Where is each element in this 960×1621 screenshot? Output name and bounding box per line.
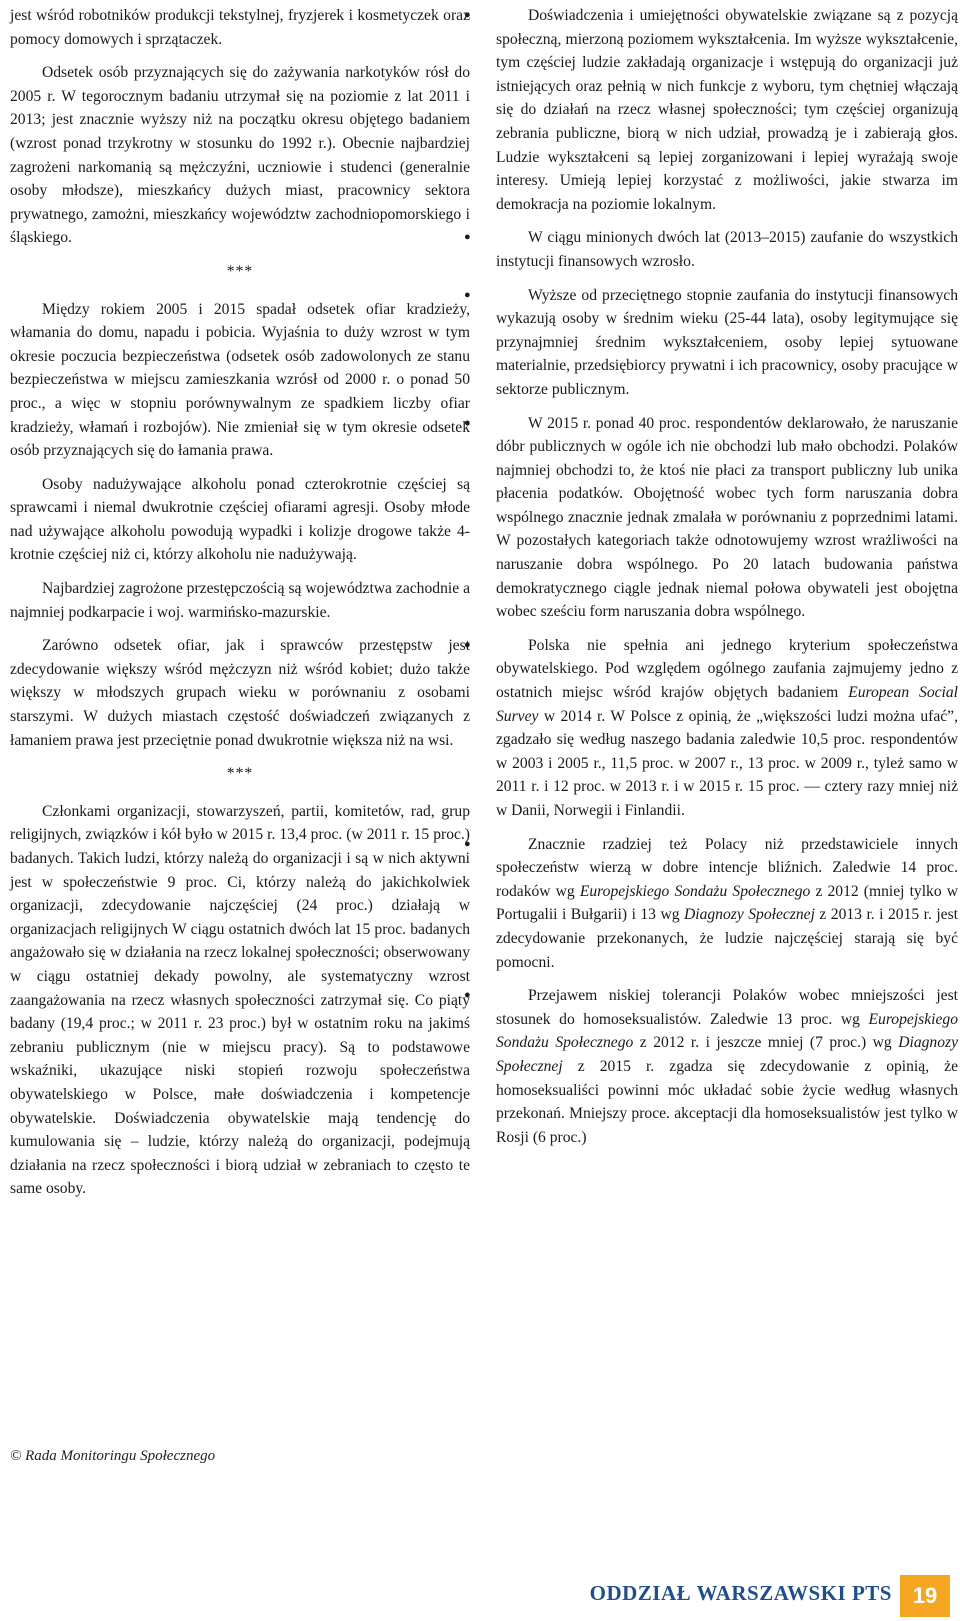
bullet-paragraph: ● Najbardziej zagrożone przestępczością są województwa zachodnie a najmniej podkarpacie i woj. warmińsko-mazurskie. [10, 577, 470, 624]
copyright-note: © Rada Monitoringu Społecznego [10, 1448, 216, 1464]
bullet-paragraph: ● Przejawem niskiej tolerancji Polaków wobec mniejszości jest stosunek do homoseksualistów. Zaledwie 13 proc. wg Europejskiego Sondażu Społecznego z 2012 r. i jeszcze mniej (7 proc.) wg Diagnozy Społecznej z 2015 r. zgadza się zdecydowanie z opinią, że homoseksualiści powinni móc układać sobie życie według własnych przekonań. Mniejszy proce. akceptacji dla homoseksualistów jest tylko w Rosji (6 proc.) [496, 984, 958, 1149]
bullet-paragraph: ● Znacznie rzadziej też Polacy niż przedstawiciele innych społeczeństw wierzą w dobre intencje bliźnich. Zaledwie 14 proc. rodaków wg Europejskiego Sondażu Społecznego z 2012 (mniej tylko w Portugalii i Bułgarii) i 13 wg Diagnozy Społecznej z 2013 r. i 2015 r. jest zdecydowanie przekonanych, że ludzie najczęściej starają się być pomocni. [496, 833, 958, 975]
bullet-paragraph: ● Osoby nadużywające alkoholu ponad czterokrotnie częściej są sprawcami i niemal dwukrotnie częściej ofiarami agresji. Osoby młode nad używające alkoholu powodują wypadki i kolizje drogowe także 4-krotnie częściej niż ci, którzy alkoholu nie nadużywają. [10, 473, 470, 567]
page-number-badge: 19 [900, 1575, 950, 1617]
bullet-paragraph: ● Wyższe od przeciętnego stopnie zaufania do instytucji finansowych wykazują osoby w średnim wieku (25-44 lata), osoby legitymujące się przynajmniej średnim wykształceniem, osoby lepiej sytuowane materialnie, przedsiębiorcy prywatni i ich pracownicy, osoby pracujące w sektorze publicznym. [496, 284, 958, 402]
paragraph: jest wśród robotników produkcji tekstylnej, fryzjerek i kosmetyczek oraz pomocy domowych i sprzątaczek. [10, 7, 470, 48]
section-separator: *** [226, 262, 254, 280]
bullet-paragraph: ● Odsetek osób przyznających się do zażywania narkotyków rósł do 2005 r. W tegorocznym badaniu utrzymał się na poziomie z lat 2011 i 2013; jest znacznie wyższy niż na początku okresu objętego badaniem (wzrost ponad trzykrotny w stosunku do 1992 r.). Obecnie najbardziej zagrożeni narkomanią są mężczyźni, uczniowie i studenci (generalnie osoby młodsze), mieszkańcy dużych miast, pracownicy sektora prywatnego, zamożni, mieszkańcy województw zachodniopomorskiego i śląskiego. [10, 61, 470, 250]
page-footer [500, 1575, 950, 1617]
bullet-paragraph: ● Zarówno odsetek ofiar, jak i sprawców przestępstw jest zdecydowanie większy wśród mężczyzn niż wśród kobiet; dużo także większy w młodszych grupach wieku w porównaniu z osobami starszymi. W dużych miastach częstość doświadczeń związanych z łamaniem prawa jest przeciętnie ponad dwukrotnie większa niż na wsi. [10, 634, 470, 752]
bullet-paragraph: ● W 2015 r. ponad 40 proc. respondentów deklarowało, że naruszanie dóbr publicznych w ogóle ich nie obchodzi lub mało obchodzi. Polaków najmniej obchodzi to, że ktoś nie płaci za transport publiczny lub unika płacenia podatków. Obojętność wobec tych form naruszania dobra wspólnego znacznie jednak zmalała w porównaniu z poprzednimi latami. W pozostałych kategoriach także odnotowujemy wzrost wrażliwości na naruszanie dobra wspólnego. Po 20 latach budowania państwa demokratycznego ciągle jednak niemal połowa obywateli jest obojętna wobec sześciu form naruszania dobra wspólnego. [496, 412, 958, 624]
bullet-paragraph: ● Członkami organizacji, stowarzyszeń, partii, komitetów, rad, grup religijnych, związków i kół było w 2015 r. 13,4 proc. (w 2011 r. 15 proc.) badanych. Takich ludzi, którzy należą do organizacji i są w nich aktywni jest w społeczeństwie 9 proc. Ci, którzy należą do jakichkolwiek organizacji, zdecydowanie najczęściej (24 proc.) działają w organizacjach religijnych W ciągu ostatnich dwóch lat 15 proc. badanych angażowało się w działania na rzecz lokalnej społeczności; obserwowany w ciągu ostatniej dekady powolny, ale systematyczny wzrost zaangażowania na rzecz własnych społeczności zatrzymał się. Co piąty badany (19,4 proc.; w 2011 r. 23 proc.) był w ostatnim roku na jakimś zebraniu publicznym (nie w miejscu pracy). Są to podstawowe wskaźniki, ukazujące niski stopień rozwoju społeczeństwa obywatelskiego w Polsce, małe doświadczenia i kompetencje obywatelskie. Doświadczenia obywatelskie mają tendencję do kumulowania się – ludzie, którzy należą do organizacji, podejmują działania na rzecz społeczności i biorą udział w zebraniach to często te same osoby. [10, 800, 470, 1201]
section-separator: *** [226, 765, 254, 783]
left-column [10, 4, 470, 1211]
bullet-paragraph: ● W ciągu minionych dwóch lat (2013–2015) zaufanie do wszystkich instytucji finansowych wzrosło. [496, 226, 958, 273]
bullet-paragraph: ● Polska nie spełnia ani jednego kryterium społeczeństwa obywatelskiego. Pod względem ogólnego zaufania zajmujemy jedno z ostatnich miejsc wśród krajów objętych badaniem European Social Survey w 2014 r. W Polsce z opinią, że „większości ludzi można ufać”, zgadzało się według naszego badania zaledwie 10,5 proc. respondentów w 2003 i 2005 r., 11,5 proc. w 2007 r., 13 proc. w 2009 r., tyleż samo w 2011 r. i 12 proc. w 2013 r. i w 2015 r. 15 proc. — cztery razy mniej niż w Danii, Norwegii i Finlandii. [496, 634, 958, 823]
section-title: ODDZIAŁ WARSZAWSKI PTS [589, 1581, 892, 1605]
right-column [496, 4, 958, 1159]
bullet-paragraph: ● Doświadczenia i umiejętności obywatelskie związane są z pozycją społeczną, mierzoną poziomem wykształcenia. Im wyższe wykształcenie, tym częściej ludzie zakładają organizacje i wstępują do organizacji już istniejących oraz pełnią w nich funkcje z wyboru, tym chętniej włączają się do działań na rzecz własnej społeczności; tym częściej organizują zebrania publiczne, biorą w nich udział, prowadzą je i zabierają głos. Ludzie wykształceni są lepiej zorganizowani i lepiej wyrażają swoje interesy. Umieją lepiej korzystać z możliwości, jakie stwarza im demokracja na poziomie lokalnym. [496, 4, 958, 216]
bullet-paragraph: ● Między rokiem 2005 i 2015 spadał odsetek ofiar kradzieży, włamania do domu, napadu i pobicia. Wyjaśnia to duży wzrost w tym okresie poczucia bezpieczeństwa (odsetek osób zadowolonych ze stanu bezpieczeństwa w miejscu zamieszkania wzrósł od 2000 r. o ponad 50 proc., a więc w stopniu porównywalnym ze spadkiem liczby ofiar kradzieży, włamań i rozbojów). Nie zmieniał się w tym okresie odsetek osób przyznających się do łamania prawa. [10, 298, 470, 463]
